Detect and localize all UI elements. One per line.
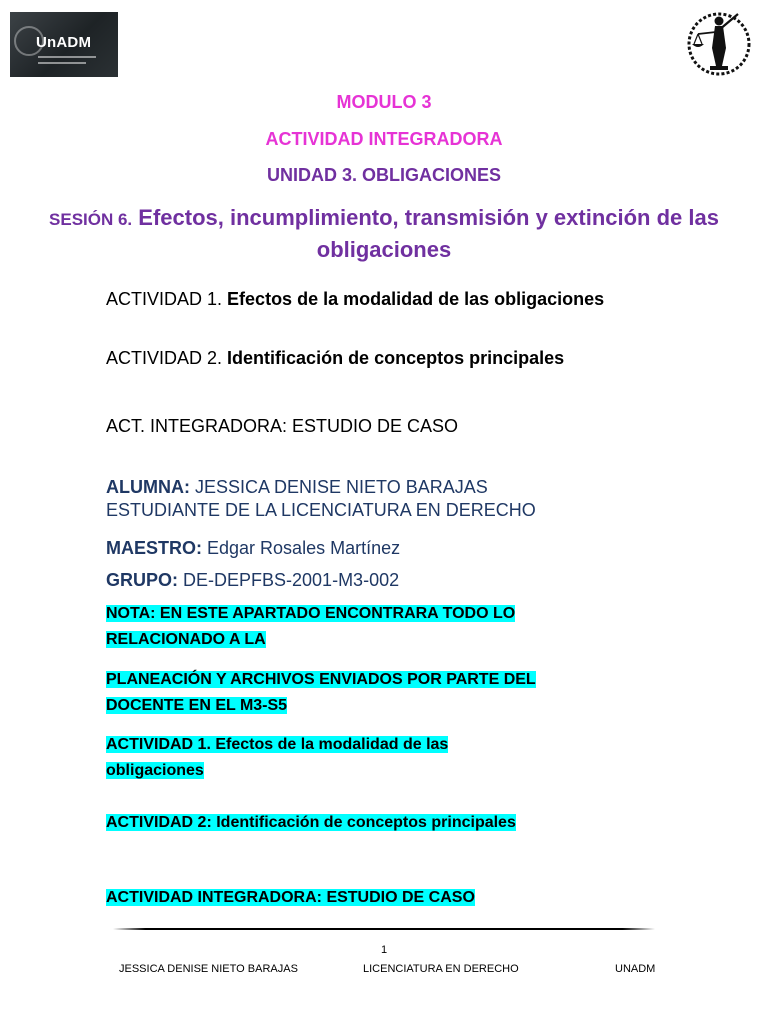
footer-institution: UNADM — [615, 963, 656, 975]
activity-integradora-title: ACTIVIDAD INTEGRADORA — [265, 129, 503, 149]
grupo-value: DE-DEPFBS-2001-M3-002 — [183, 570, 400, 590]
justice-emblem-icon — [684, 8, 754, 78]
activity-2 — [106, 344, 666, 373]
planning-line-2: DOCENTE EN EL M3-S5 — [106, 697, 288, 714]
group-info — [106, 566, 666, 595]
module-title: MODULO 3 — [336, 92, 432, 112]
page-number: 1 — [380, 944, 388, 956]
maestro-name: Edgar Rosales Martínez — [207, 538, 401, 558]
session-title — [0, 203, 768, 265]
unit-title: UNIDAD 3. OBLIGACIONES — [266, 165, 502, 185]
note-block — [106, 601, 661, 653]
session-prefix: SESIÓN 6. — [49, 210, 133, 229]
footer-author: JESSICA DENISE NIETO BARAJAS — [119, 963, 298, 975]
highlight-activity-1 — [106, 732, 661, 784]
alumna-label: ALUMNA: — [106, 477, 190, 497]
highlight-activity-1-line-2: obligaciones — [106, 762, 204, 779]
alumna-name: JESSICA DENISE NIETO BARAJAS — [195, 477, 488, 497]
activity-1 — [106, 285, 666, 314]
activity-1-prefix: ACTIVIDAD 1. — [106, 289, 223, 309]
session-name: Efectos, incumplimiento, transmisión y extinción de las obligaciones — [138, 205, 719, 262]
activity-2-title: Identificación de conceptos principales — [227, 348, 565, 368]
highlight-integradora-text: ACTIVIDAD INTEGRADORA: ESTUDIO DE CASO — [106, 889, 475, 906]
note-line-1: NOTA: EN ESTE APARTADO ENCONTRARA TODO LO — [106, 605, 516, 622]
maestro-label: MAESTRO: — [106, 538, 202, 558]
highlight-activity-2-text: ACTIVIDAD 2: Identificación de conceptos principales — [106, 814, 516, 831]
highlight-activity-1-line-1: ACTIVIDAD 1. Efectos de la modalidad de las — [106, 736, 449, 753]
unadm-logo — [10, 12, 118, 77]
grupo-label: GRUPO: — [106, 570, 178, 590]
activity-integradora: ACT. INTEGRADORA: ESTUDIO DE CASO — [106, 416, 459, 436]
highlight-activity-2 — [106, 810, 661, 836]
footer-program: LICENCIATURA EN DERECHO — [363, 963, 519, 975]
student-info — [106, 476, 666, 522]
alumna-desc: ESTUDIANTE DE LA LICENCIATURA EN DERECHO — [106, 500, 536, 520]
note-line-2: RELACIONADO A LA — [106, 631, 266, 648]
activity-1-title: Efectos de la modalidad de las obligaciones — [227, 289, 605, 309]
logo-text: UnADM — [36, 34, 92, 51]
footer-divider — [113, 928, 655, 930]
planning-block — [106, 667, 661, 719]
teacher-info — [106, 534, 666, 563]
planning-line-1: PLANEACIÓN Y ARCHIVOS ENVIADOS POR PARTE DEL — [106, 671, 536, 688]
activity-2-prefix: ACTIVIDAD 2. — [106, 348, 223, 368]
highlight-integradora — [106, 885, 661, 911]
